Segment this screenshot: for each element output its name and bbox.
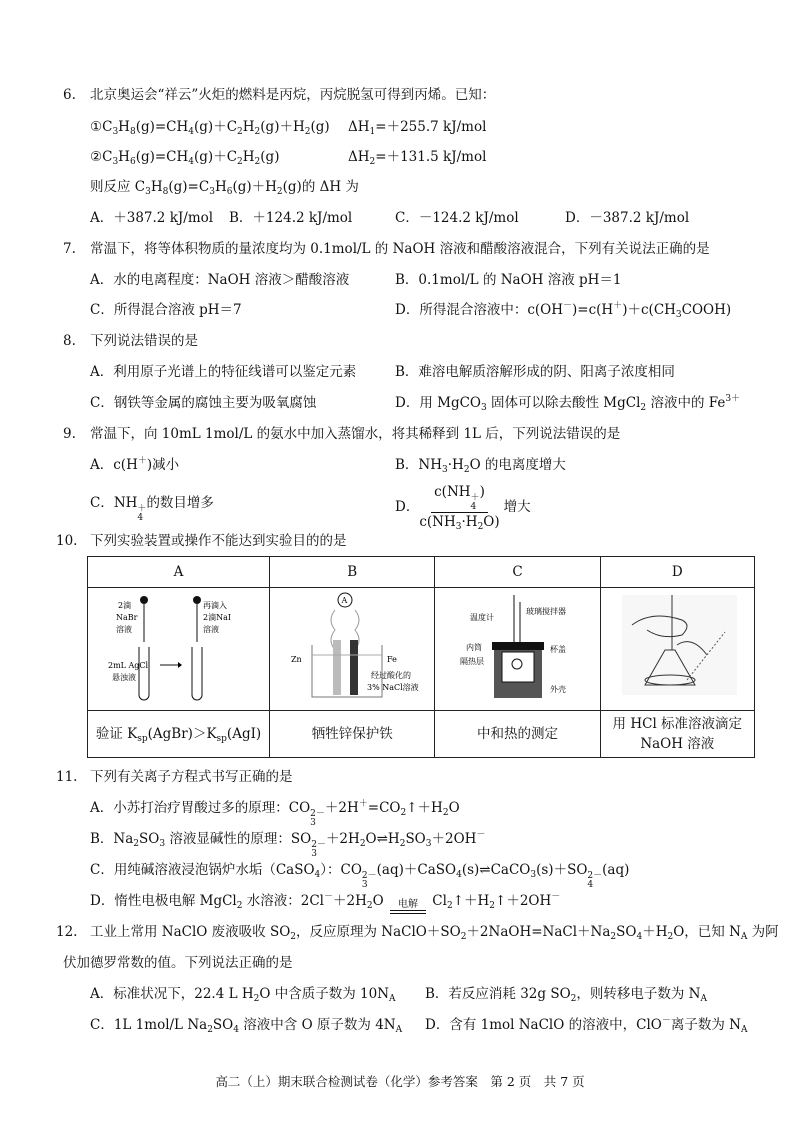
question-7-number: 7.: [63, 241, 76, 257]
label: 杯盖: [550, 644, 567, 654]
option-a: A．＋387.2 kJ/mol: [90, 210, 214, 226]
label: 内筒: [466, 642, 483, 652]
question-10-number: 10.: [56, 533, 78, 549]
question-6-ask: 则反应 $C_3H_8(g)=C_3H_6(g)+H_2(g)$的 ΔH 为: [90, 179, 359, 197]
equation-2: $②C_3H_6(g)=CH_4(g)+C_2H_2(g)$: [90, 149, 280, 167]
option-d-left: D．惰性电极电解 MgCl$_2$ 水溶液：$2Cl^-+2H_2O$: [90, 892, 384, 911]
calorimeter-diagram: [442, 590, 592, 705]
option-b: B．难溶电解质溶解形成的阴、阳离子浓度相同: [395, 364, 675, 380]
figure-c-cell: [435, 588, 600, 711]
option-b: B．$NH_3\cdot H_2O$ 的电离度增大: [395, 457, 566, 475]
option-d: D．所得混合溶液中：$c(OH^-)=c(H^+)+c(CH_3COOH)$: [395, 301, 732, 320]
label: 温度计: [470, 612, 495, 622]
option-b: B．$Na_2SO_3$ 溶液显碱性的原理：SO 2－ 3 $+2H_2O\rightleftharpoons H_2SO_3+2OH^-$: [90, 830, 486, 859]
option-d-suffix: 增大: [503, 499, 531, 515]
label: 2滴: [117, 600, 131, 610]
label: NaBr: [115, 612, 138, 622]
caption-d: 用 HCl 标准溶液滴定 NaOH 溶液: [600, 711, 754, 758]
fraction-numerator: c(NH ＋ 4 ): [431, 483, 488, 513]
header-d: D: [600, 557, 754, 588]
option-d: [90, 892, 560, 914]
caption-c: 中和热的测定: [435, 711, 600, 758]
option-d-label: D．: [395, 499, 420, 515]
titration-illustration: [607, 590, 747, 705]
fraction-denominator: $c(NH_3\cdot H_2O)$: [419, 514, 500, 532]
option-c: C．用纯碱溶液浸泡锅炉水垢（CaSO$_4$）：CO 2－ 3 (aq)＋CaSO$_4$(s)⇌CaCO$_3$(s)＋SO 2－ 4 (aq): [90, 862, 630, 890]
enthalpy-2: $\Delta H_2=+131.5$ kJ/mol: [348, 149, 487, 167]
header-c: C: [435, 557, 600, 588]
option-c: C．1L 1mol/L $Na_2SO_4$ 溶液中含 O 原子数为 $4N_A$: [90, 1017, 403, 1035]
label: 溶液: [202, 624, 219, 634]
header-b: B: [270, 557, 435, 588]
option-a: A．水的电离程度：NaOH 溶液＞醋酸溶液: [90, 272, 350, 288]
header-a: A: [88, 557, 270, 588]
option-a: A．小苏打治疗胃酸过多的原理：CO 2－ 3 $+2H^+=CO_2↑+H_2O$: [90, 799, 460, 828]
ammeter-label: A: [341, 595, 348, 605]
question-12-number: 12.: [56, 924, 78, 940]
test-tube-diagram: [104, 590, 254, 705]
figure-a-cell: [88, 588, 270, 711]
question-9-stem: 常温下，向 10mL 1mol/L 的氨水中加入蒸馏水，将其稀释到 1L 后，下列说法错误的是: [90, 426, 621, 442]
option-c: C．钢铁等金属的腐蚀主要为吸氧腐蚀: [90, 395, 317, 411]
option-d: [395, 483, 531, 531]
enthalpy-1: $\Delta H_1=+255.7$ kJ/mol: [348, 119, 487, 137]
label: 隔热层: [460, 656, 485, 666]
question-6-number: 6.: [63, 87, 76, 103]
question-6-stem: 北京奥运会“祥云”火炬的燃料是丙烷，丙烷脱氢可得到丙烯。已知：: [90, 87, 496, 103]
label: 2mL AgCl: [107, 660, 148, 670]
label: 3% NaCl溶液: [367, 682, 419, 692]
option-b: B．若反应消耗 32g $SO_2$，则转移电子数为 $N_A$: [425, 986, 707, 1004]
question-11-stem: 下列有关离子方程式书写正确的是: [90, 769, 293, 785]
label: 悬浊液: [111, 672, 136, 682]
option-c: C．NH ＋ 4 的数目增多: [90, 495, 214, 523]
option-b: B．＋124.2 kJ/mol: [229, 210, 353, 226]
galvanic-cell-diagram: [277, 590, 427, 705]
label: 玻璃搅拌器: [526, 606, 567, 616]
question-12-stem-line1: 工业上常用 NaClO 废液吸收 $SO_2$，反应原理为 $NaClO+SO_2+2NaOH=NaCl+Na_2SO_4+H_2O$，已知 $N_A$ 为阿: [90, 924, 779, 942]
question-7-stem: 常温下，将等体积物质的量浓度均为 0.1mol/L 的 NaOH 溶液和醋酸溶液混合，下列有关说法正确的是: [90, 241, 710, 257]
zn-label: Zn: [291, 654, 302, 664]
question-10-stem: 下列实验装置或操作不能达到实验目的的是: [90, 533, 347, 549]
caption-b: 牺牲锌保护铁: [270, 711, 435, 758]
question-12-stem-line2: 伏加德罗常数的值。下列说法正确的是: [63, 955, 293, 971]
option-a: A．标准状况下，22.4 L $H_2O$ 中含质子数为 $10N_A$: [90, 986, 396, 1004]
option-a: A．c(H＋)减小: [90, 456, 180, 473]
electrolysis-condition: 电解: [398, 899, 418, 910]
option-c: C．－124.2 kJ/mol: [395, 210, 519, 226]
experiment-table: [87, 556, 755, 758]
option-d: D．含有 1mol NaClO 的溶液中，ClO－离子数为 $N_A$: [425, 1016, 748, 1035]
label: 2滴NaI: [202, 612, 231, 622]
label: 溶液: [115, 624, 132, 634]
label: 经过酸化的: [371, 670, 412, 680]
page-footer: 高二（上）期末联合检测试卷（化学）参考答案 第 2 页 共 7 页: [215, 1074, 585, 1089]
option-b: B．0.1mol/L 的 NaOH 溶液 pH＝1: [395, 272, 622, 288]
question-8-number: 8.: [63, 333, 76, 349]
fe-label: Fe: [387, 654, 398, 664]
option-a: A．利用原子光谱上的特征线谱可以鉴定元素: [90, 364, 357, 380]
figure-d-cell: [600, 588, 754, 711]
option-d: D．用 MgCO$_3$ 固体可以除去酸性 MgCl$_2$ 溶液中的 $Fe^{3+}$: [395, 394, 741, 413]
equation-1: $①C_3H_8(g)=CH_4(g)+C_2H_2(g)+H_2(g)$: [90, 119, 330, 137]
figure-b-cell: [270, 588, 435, 711]
fraction: [419, 483, 499, 531]
question-8-stem: 下列说法错误的是: [90, 333, 198, 349]
electrolysis-arrow: [390, 900, 426, 914]
question-11-number: 11.: [56, 769, 78, 785]
option-d-right: $Cl_2↑+H_2↑+2OH^-$: [432, 892, 561, 911]
question-9-number: 9.: [63, 426, 76, 442]
option-d: D．－387.2 kJ/mol: [565, 210, 690, 226]
caption-a: 验证 $K_{sp}(AgBr)>K_{sp}(AgI)$: [88, 711, 270, 758]
label: 外壳: [550, 684, 567, 694]
option-c: C．所得混合溶液 pH＝7: [90, 302, 242, 318]
label: 再滴入: [202, 600, 227, 610]
